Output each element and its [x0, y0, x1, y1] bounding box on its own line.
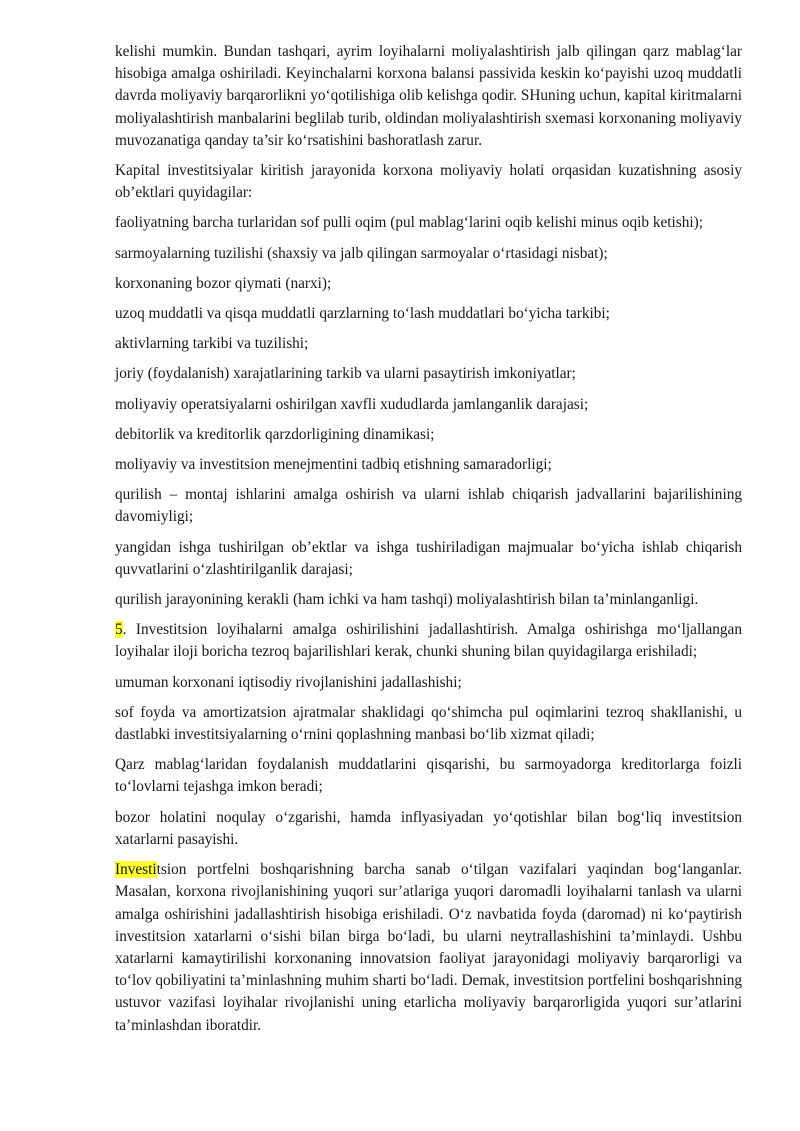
- highlighted-section-number: 5: [115, 621, 123, 639]
- list-item: sof foyda va amortizatsion ajratmalar shaklidagi qo‘shimcha pul oqimlarini tezroq shakllanishi, u dastlabki investitsiyalarning o‘rnini qoplashning manbasi bo‘lib xizmat qiladi;: [115, 703, 742, 744]
- highlighted-word: Investi: [115, 861, 157, 879]
- list-item: Qarz mablag‘laridan foydalanish muddatlarini qisqarishi, bu sarmoyadorga kreditorlarga foizli to‘lovlarni tejashga imkon beradi;: [115, 756, 742, 796]
- list-item: yangidan ishga tushirilgan ob’ektlar va ishga tushiriladigan majmualar bo‘yicha ishlab chiqarish quvvatlarini o‘zlashtirilganlik darajasi;: [115, 538, 742, 578]
- paragraph-text: . Investitsion loyihalarni amalga oshirilishini jadallashtirish. Amalga oshirishga mo‘ljallangan loyihalar iloji boricha tezroq bajarilishlari kerak, chunki shuning bilan quyidagilarga erishiladi;: [115, 621, 742, 661]
- list-item: debitorlik va kreditorlik qarzdorligining dinamikasi;: [115, 425, 435, 443]
- paragraph-text: tsion portfelni boshqarishning barcha sanab o‘tilgan vazifalari yaqindan bog‘langanlar. Masalan, korxona rivojlanishining yuqori sur’atlariga yuqori daromadli loyihalarni tanlash va ularni amalga oshirishini jadallashtirish hisobiga erishiladi. O‘z navbatida foyda (daromad) ni ko‘paytirish investitsion xatarlarni o‘sishi bilan birga bo‘ladi, bu ularni neytrallashishini ta’minlaydi. Ushbu xatarlarni kamaytirilishi korxonaning innovatsion faoliyat jarayonidagi moliyaviy barqarorligi va to‘lov qobiliyatini ta’minlashning muhim sharti bo‘ladi. Demak, investitsion portfelini boshqarishning ustuvor vazifasi loyihalar rivojlanishi uning etarlicha moliyaviy barqarorligida yuqori sur’atlarini ta’minlashdan iboratdir.: [115, 861, 742, 1034]
- closing-paragraph: [115, 859, 742, 1037]
- list-item: uzoq muddatli va qisqa muddatli qarzlarning to‘lash muddatlari bo‘yicha tarkibi;: [115, 305, 610, 323]
- list-item: qurilish jarayonining kerakli (ham ichki va ham tashqi) moliyalashtirish bilan ta’minlanganligi.: [115, 591, 699, 609]
- list-item: umuman korxonani iqtisodiy rivojlanishini jadallashishi;: [115, 673, 462, 691]
- list-item: joriy (foydalanish) xarajatlarining tarkib va ularni pasaytirish imkoniyatlar;: [115, 365, 576, 383]
- section-5-paragraph: [115, 619, 742, 663]
- list-item: sarmoyalarning tuzilishi (shaxsiy va jalb qilingan sarmoyalar o‘rtasidagi nisbat);: [115, 244, 608, 262]
- list-item: korxonaning bozor qiymati (narxi);: [115, 274, 332, 292]
- list-item: moliyaviy va investitsion menejmentini tadbiq etishning samaradorligi;: [115, 456, 552, 474]
- list-item: moliyaviy operatsiyalarni oshirilgan xavfli xududlarda jamlanganlik darajasi;: [115, 395, 589, 413]
- list-item: faoliyatning barcha turlaridan sof pulli oqim (pul mablag‘larini oqib kelishi minus oqib ketishi);: [115, 214, 703, 232]
- paragraph-1: kelishi mumkin. Bundan tashqari, ayrim loyihalarni moliyalashtirish jalb qilingan qarz mablag‘lar hisobiga amalga oshiriladi. Keyinchalarni korxona balansi passivida keskin ko‘payishi uzoq muddatli davrda moliyaviy barqarorlikni yo‘qotilishiga olib kelishga qodir. SHuning uchun, kapital kiritmalarni moliyalashtirish manbalarini beglilab turib, oldindan moliyalashtirish sxemasi korxonaning moliyaviy muvozanatiga qanday ta’sir ko‘rsatishini bashoratlash zarur.: [115, 43, 742, 149]
- paragraph-2: Kapital investitsiyalar kiritish jarayonida korxona moliyaviy holati orqasidan kuzatishning asosiy ob’ektlari quyidagilar:: [115, 162, 742, 202]
- list-item: aktivlarning tarkibi va tuzilishi;: [115, 335, 309, 353]
- list-item: qurilish – montaj ishlarini amalga oshirish va ularni ishlab chiqarish jadvallarini bajarilishining davomiyligi;: [115, 486, 742, 526]
- list-item: bozor holatini noqulay o‘zgarishi, hamda inflyasiyadan yo‘qotishlar bilan bog‘liq investitsion xatarlarni pasayishi.: [115, 808, 742, 848]
